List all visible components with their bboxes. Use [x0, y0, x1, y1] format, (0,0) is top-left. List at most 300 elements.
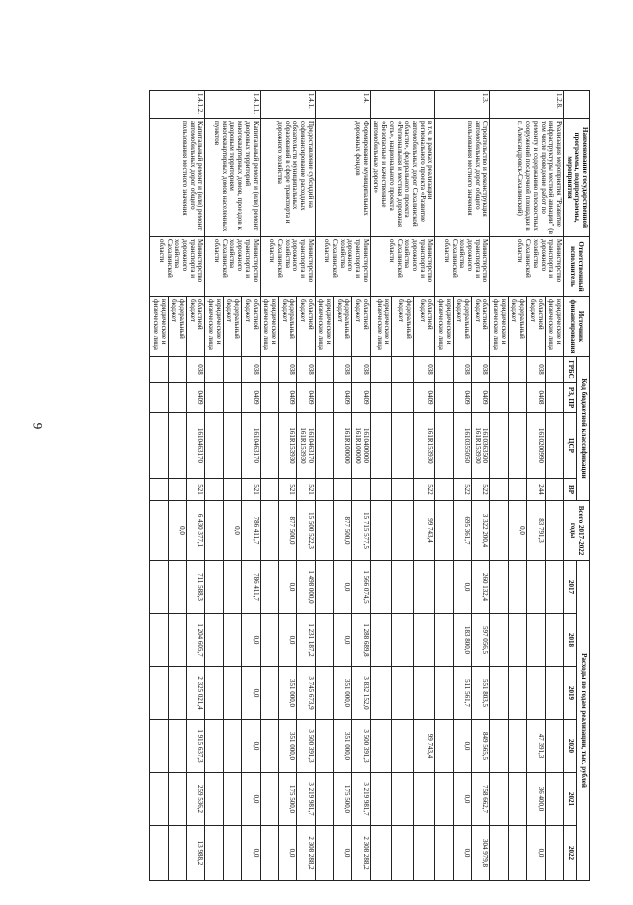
row-year-value [370, 720, 392, 773]
row-rzpr [168, 383, 186, 413]
row-rzpr: 0409 [297, 383, 315, 413]
row-year-value [392, 667, 414, 720]
table-row [413, 91, 435, 881]
row-name: Реализация мероприятия "Развитие инфраструктуры местной авиации" (в том числе проведение работ по ремонту и содержанию плоскостных сооружений посадочной площадки в г. Александровск-Сахалинский) [490, 119, 564, 237]
row-grbs [315, 357, 333, 383]
row-source: областной бюджет [472, 297, 490, 357]
row-year-value [370, 773, 392, 826]
row-csr [490, 413, 508, 479]
row-number: 1.2.8. [490, 91, 564, 119]
row-vr: 521 [278, 479, 296, 501]
row-year-value: 2 325 021,4 [187, 667, 205, 720]
row-vr [352, 479, 370, 501]
row-year-value [545, 773, 563, 826]
row-vr [370, 479, 392, 501]
row-year-value [150, 667, 168, 720]
row-total: 877 500,0 [334, 501, 352, 561]
row-rzpr [490, 383, 508, 413]
row-year-value: 758 662,7 [472, 773, 490, 826]
row-vr: 522 [413, 479, 435, 501]
row-name: Предоставление субсидий на софинансирование расходных обязательств муниципальных образований в сфере транспорта и дорожного хозяйства [260, 119, 315, 237]
row-grbs: 038 [352, 357, 370, 383]
row-source: юридические и физические лица [490, 297, 508, 357]
row-year-value [260, 773, 278, 826]
row-vr [315, 479, 333, 501]
row-year-value [508, 773, 526, 826]
row-vr [260, 479, 278, 501]
row-year-value [370, 667, 392, 720]
col-year: 2021 [563, 773, 576, 826]
table-row [187, 91, 205, 881]
row-executor: Министерство транспорта и дорожного хозяйства Сахалинской области [205, 237, 260, 297]
row-vr [334, 479, 352, 501]
row-year-value [260, 667, 278, 720]
row-year-value: 0,0 [334, 826, 352, 881]
table-row [352, 91, 370, 881]
row-total: 695 361,7 [453, 501, 471, 561]
row-grbs [490, 357, 508, 383]
row-year-value: 175 500,0 [278, 773, 296, 826]
row-name: Строительство и реконструкция автомобильных дорог общего пользования местного значения [435, 119, 490, 237]
row-total: 0,0 [508, 501, 526, 561]
row-source: федеральный бюджет [223, 297, 241, 357]
row-source: федеральный бюджет [392, 297, 414, 357]
row-year-value: 351 000,0 [278, 667, 296, 720]
row-year-value: 351 000,0 [334, 720, 352, 773]
row-source: юридические и физические лица [150, 297, 168, 357]
row-year-value [508, 614, 526, 667]
row-total [150, 501, 168, 561]
row-grbs: 038 [297, 357, 315, 383]
row-year-value: 99 743,4 [413, 720, 435, 773]
row-vr [435, 479, 453, 501]
row-vr: 521 [242, 479, 260, 501]
row-year-value: 0,0 [278, 561, 296, 614]
row-year-value [508, 826, 526, 881]
row-rzpr: 0409 [334, 383, 352, 413]
row-csr: 1610400000 161R100000 [352, 413, 370, 479]
row-vr [545, 479, 563, 501]
col-rzpr: РЗ, ПР [563, 383, 576, 413]
col-vr: ВР [563, 479, 576, 501]
row-rzpr [370, 383, 392, 413]
row-year-value [490, 667, 508, 720]
row-total [435, 501, 453, 561]
row-year-value [435, 773, 453, 826]
row-executor: Министерство транспорта и дорожного хозяйства Сахалинской области [150, 237, 205, 297]
row-csr [260, 413, 278, 479]
row-year-value [223, 561, 241, 614]
row-rzpr: 0409 [187, 383, 205, 413]
col-year: 2017 [563, 561, 576, 614]
row-rzpr: 0409 [242, 383, 260, 413]
row-year-value [370, 561, 392, 614]
row-grbs [508, 357, 526, 383]
row-year-value [315, 561, 333, 614]
row-year-value: 0,0 [453, 826, 471, 881]
row-year-value: 0,0 [278, 614, 296, 667]
row-csr [168, 413, 186, 479]
row-year-value [260, 826, 278, 881]
row-year-value [392, 614, 414, 667]
row-year-value: 0,0 [242, 720, 260, 773]
row-year-value [223, 720, 241, 773]
row-year-value [315, 720, 333, 773]
row-year-value [490, 720, 508, 773]
row-year-value [315, 614, 333, 667]
row-total [315, 501, 333, 561]
row-vr [150, 479, 168, 501]
row-total: 15 500 522,3 [297, 501, 315, 561]
row-year-value: 1 231 187,2 [297, 614, 315, 667]
row-executor: Министерство транспорта и дорожного хозяйства Сахалинской области [490, 237, 564, 297]
row-rzpr [545, 383, 563, 413]
row-year-value [545, 614, 563, 667]
col-executor: Ответственный исполнитель [563, 237, 589, 297]
row-total: 3 322 200,4 [472, 501, 490, 561]
row-year-value [392, 720, 414, 773]
row-csr: 1610463170 [187, 413, 205, 479]
col-year: 2022 [563, 826, 576, 881]
row-year-value [370, 826, 392, 881]
row-year-value [150, 826, 168, 881]
row-year-value [545, 561, 563, 614]
row-csr: 1610363500 161R153930 [472, 413, 490, 479]
row-csr [223, 413, 241, 479]
row-csr: 1610463170 [242, 413, 260, 479]
row-year-value [527, 614, 545, 667]
row-year-value [205, 614, 223, 667]
row-number: 1.3. [435, 91, 490, 119]
row-year-value: 0,0 [242, 826, 260, 881]
row-year-value: 183 800,0 [453, 614, 471, 667]
row-year-value: 3 500 391,3 [352, 720, 370, 773]
row-year-value [490, 826, 508, 881]
row-source: юридические и физические лица [205, 297, 223, 357]
row-year-value: 47 391,3 [527, 720, 545, 773]
row-grbs: 038 [278, 357, 296, 383]
page-number: 9 [30, 422, 46, 430]
row-year-value [223, 614, 241, 667]
row-executor: Министерство транспорта и дорожного хозяйства Сахалинской области [260, 237, 315, 297]
row-year-value: 1 288 689,8 [352, 614, 370, 667]
col-kbk: Код бюджетной классификации [576, 357, 589, 501]
table-row [472, 91, 490, 881]
table-row [297, 91, 315, 881]
row-year-value [223, 773, 241, 826]
row-total [370, 501, 392, 561]
row-source: федеральный бюджет [278, 297, 296, 357]
row-csr [150, 413, 168, 479]
budget-table [149, 90, 590, 881]
row-year-value: 175 500,0 [334, 773, 352, 826]
row-year-value: 0,0 [453, 720, 471, 773]
row-vr: 522 [472, 479, 490, 501]
table-body [150, 91, 564, 881]
row-vr: 522 [453, 479, 471, 501]
row-rzpr [260, 383, 278, 413]
row-rzpr: 0409 [352, 383, 370, 413]
row-source: юридические и физические лица [260, 297, 278, 357]
row-source: юридические и физические лица [545, 297, 563, 357]
row-csr: 1610200990 [527, 413, 545, 479]
row-grbs [260, 357, 278, 383]
row-rzpr: 0409 [453, 383, 471, 413]
row-year-value [205, 561, 223, 614]
row-rzpr: 0408 [527, 383, 545, 413]
row-year-value [527, 667, 545, 720]
row-year-value: 0,0 [453, 773, 471, 826]
row-year-value: 1 204 605,7 [187, 614, 205, 667]
row-year-value: 36 400,0 [527, 773, 545, 826]
row-year-value [545, 720, 563, 773]
row-csr [370, 413, 392, 479]
row-year-value [315, 826, 333, 881]
row-year-value: 3 219 981,7 [352, 773, 370, 826]
row-total [205, 501, 223, 561]
row-source: федеральный бюджет [334, 297, 352, 357]
row-year-value [205, 667, 223, 720]
row-grbs: 038 [413, 357, 435, 383]
row-year-value [413, 773, 435, 826]
row-year-value [527, 561, 545, 614]
row-year-value [168, 667, 186, 720]
row-grbs: 038 [187, 357, 205, 383]
row-source: областной бюджет [242, 297, 260, 357]
row-total [545, 501, 563, 561]
row-year-value [370, 614, 392, 667]
row-executor: Министерство транспорта и дорожного хозяйства Сахалинской области [370, 237, 435, 297]
row-grbs: 038 [472, 357, 490, 383]
row-year-value: 1 498 000,0 [297, 561, 315, 614]
row-year-value [315, 667, 333, 720]
row-grbs [168, 357, 186, 383]
col-num [563, 91, 589, 119]
row-year-value [315, 773, 333, 826]
row-number: 1.4.1.1. [205, 91, 260, 119]
row-year-value [413, 561, 435, 614]
row-source: федеральный бюджет [168, 297, 186, 357]
row-source: областной бюджет [527, 297, 545, 357]
row-name: Капитальный ремонт и (или) ремонт автомобильных дорог общего пользования местного значения [150, 119, 205, 237]
col-total: Всего 2017-2022 годы [563, 501, 589, 561]
col-source: Источник финансирования [563, 297, 589, 357]
row-name: Капитальный ремонт и (или) ремонт дворовых территорий многоквартирных домов, проездов к дворовым территориям многоквартирных домов населенных пунктов [205, 119, 260, 237]
row-year-value [490, 614, 508, 667]
row-source: юридические и физические лица [370, 297, 392, 357]
row-year-value: 0,0 [242, 614, 260, 667]
row-year-value: 786 411,7 [242, 561, 260, 614]
row-grbs: 038 [334, 357, 352, 383]
row-csr [545, 413, 563, 479]
col-csr: ЦСР [563, 413, 576, 479]
row-csr: 1610463170 161R153930 [297, 413, 315, 479]
row-source: областной бюджет [352, 297, 370, 357]
row-number: 1.4.1.2. [150, 91, 205, 119]
row-rzpr: 0409 [413, 383, 435, 413]
row-total: 0,0 [223, 501, 241, 561]
row-year-value [435, 667, 453, 720]
row-grbs [205, 357, 223, 383]
row-year-value [150, 720, 168, 773]
row-year-value [508, 561, 526, 614]
row-year-value: 0,0 [453, 561, 471, 614]
row-year-value [392, 826, 414, 881]
row-year-value [205, 720, 223, 773]
row-year-value: 259 536,2 [187, 773, 205, 826]
row-year-value: 2 308 288,2 [352, 826, 370, 881]
row-rzpr [205, 383, 223, 413]
row-year-value [205, 826, 223, 881]
row-source: юридические и физические лица [315, 297, 333, 357]
row-rzpr [392, 383, 414, 413]
col-year: 2020 [563, 720, 576, 773]
row-year-value: 260 132,4 [472, 561, 490, 614]
rotated-page [44, 90, 590, 880]
row-year-value [392, 773, 414, 826]
row-year-value [413, 614, 435, 667]
row-year-value: 1 915 637,3 [187, 720, 205, 773]
row-source: юридические и физические лица [435, 297, 453, 357]
row-csr [205, 413, 223, 479]
row-grbs [545, 357, 563, 383]
row-csr: 161R100000 [334, 413, 352, 479]
row-total: 15 715 577,5 [352, 501, 370, 561]
row-year-value [260, 614, 278, 667]
row-year-value [223, 667, 241, 720]
row-year-value [413, 826, 435, 881]
row-grbs [150, 357, 168, 383]
row-name: Формирование муниципальных дорожных фондов [315, 119, 370, 237]
row-year-value [545, 826, 563, 881]
row-year-value [168, 720, 186, 773]
row-year-value [490, 773, 508, 826]
row-rzpr [508, 383, 526, 413]
col-expenses: Расходы по годам реализации, тыс. рублей [576, 561, 589, 881]
row-vr: 521 [187, 479, 205, 501]
row-year-value: 3 219 981,7 [297, 773, 315, 826]
row-year-value [168, 614, 186, 667]
row-csr: 161R153930 [413, 413, 435, 479]
row-year-value: 597 056,5 [472, 614, 490, 667]
col-year: 2018 [563, 614, 576, 667]
row-vr: 244 [527, 479, 545, 501]
row-grbs [392, 357, 414, 383]
row-year-value [508, 720, 526, 773]
row-total [392, 501, 414, 561]
row-year-value: 304 979,8 [472, 826, 490, 881]
row-year-value [150, 773, 168, 826]
row-year-value: 711 588,3 [187, 561, 205, 614]
row-year-value [435, 720, 453, 773]
row-rzpr [150, 383, 168, 413]
row-year-value [150, 614, 168, 667]
row-year-value: 849 565,5 [472, 720, 490, 773]
row-year-value: 551 803,5 [472, 667, 490, 720]
row-year-value: 0,0 [278, 826, 296, 881]
row-year-value: 0,0 [527, 826, 545, 881]
row-year-value: 511 561,7 [453, 667, 471, 720]
row-source: федеральный бюджет [453, 297, 471, 357]
row-year-value: 0,0 [242, 773, 260, 826]
row-year-value [545, 667, 563, 720]
row-year-value: 3 500 391,3 [297, 720, 315, 773]
row-csr [508, 413, 526, 479]
row-year-value: 2 308 288,2 [297, 826, 315, 881]
row-number: 1.4. [315, 91, 370, 119]
row-total: 83 791,3 [527, 501, 545, 561]
row-year-value [260, 561, 278, 614]
row-csr: 161R153930 [278, 413, 296, 479]
row-vr [508, 479, 526, 501]
row-source: областной бюджет [187, 297, 205, 357]
row-year-value: 0,0 [334, 614, 352, 667]
row-vr [168, 479, 186, 501]
row-number: 1.4.1. [260, 91, 315, 119]
row-executor: Министерство транспорта и дорожного хозяйства Сахалинской области [435, 237, 490, 297]
row-year-value [435, 826, 453, 881]
col-name: Наименование государственной программы, подпрограммы, мероприятия [563, 119, 589, 237]
table-row [242, 91, 260, 881]
row-year-value [168, 773, 186, 826]
table-row [545, 91, 563, 881]
row-csr: 1610355050 [453, 413, 471, 479]
row-rzpr [223, 383, 241, 413]
row-year-value: 351 000,0 [334, 667, 352, 720]
row-year-value [168, 561, 186, 614]
row-rzpr [435, 383, 453, 413]
row-vr [392, 479, 414, 501]
row-source: федеральный бюджет [508, 297, 526, 357]
row-year-value: 0,0 [334, 561, 352, 614]
row-total: 99 743,4 [413, 501, 435, 561]
row-name: в т.ч. в рамках реализации регионального проекта «Развитие автомобильных дорог Сахалинской области», федерального проекта «Региональная и местная дорожная сеть», национального проекта «Безопасные и качественные автомобильные дороги» [370, 119, 435, 237]
row-year-value [413, 667, 435, 720]
row-csr [435, 413, 453, 479]
row-year-value [168, 826, 186, 881]
row-grbs: 038 [242, 357, 260, 383]
row-executor: Министерство транспорта и дорожного хозяйства Сахалинской области [315, 237, 370, 297]
row-year-value [435, 561, 453, 614]
row-year-value [150, 561, 168, 614]
row-grbs: 038 [527, 357, 545, 383]
row-year-value [392, 561, 414, 614]
row-vr [490, 479, 508, 501]
row-rzpr: 0409 [278, 383, 296, 413]
row-vr: 521 [297, 479, 315, 501]
row-vr [223, 479, 241, 501]
row-year-value [223, 826, 241, 881]
row-grbs [435, 357, 453, 383]
row-total: 0,0 [168, 501, 186, 561]
row-rzpr [315, 383, 333, 413]
row-year-value [260, 720, 278, 773]
row-year-value: 3 745 673,9 [297, 667, 315, 720]
row-csr [392, 413, 414, 479]
row-year-value [435, 614, 453, 667]
row-year-value [205, 773, 223, 826]
row-total: 6 430 377,1 [187, 501, 205, 561]
row-year-value [508, 667, 526, 720]
row-total: 786 411,7 [242, 501, 260, 561]
row-year-value: 1 566 074,5 [352, 561, 370, 614]
row-year-value [490, 561, 508, 614]
row-grbs: 038 [453, 357, 471, 383]
row-grbs [223, 357, 241, 383]
row-year-value: 351 000,0 [278, 720, 296, 773]
row-total [260, 501, 278, 561]
row-total: 877 500,0 [278, 501, 296, 561]
